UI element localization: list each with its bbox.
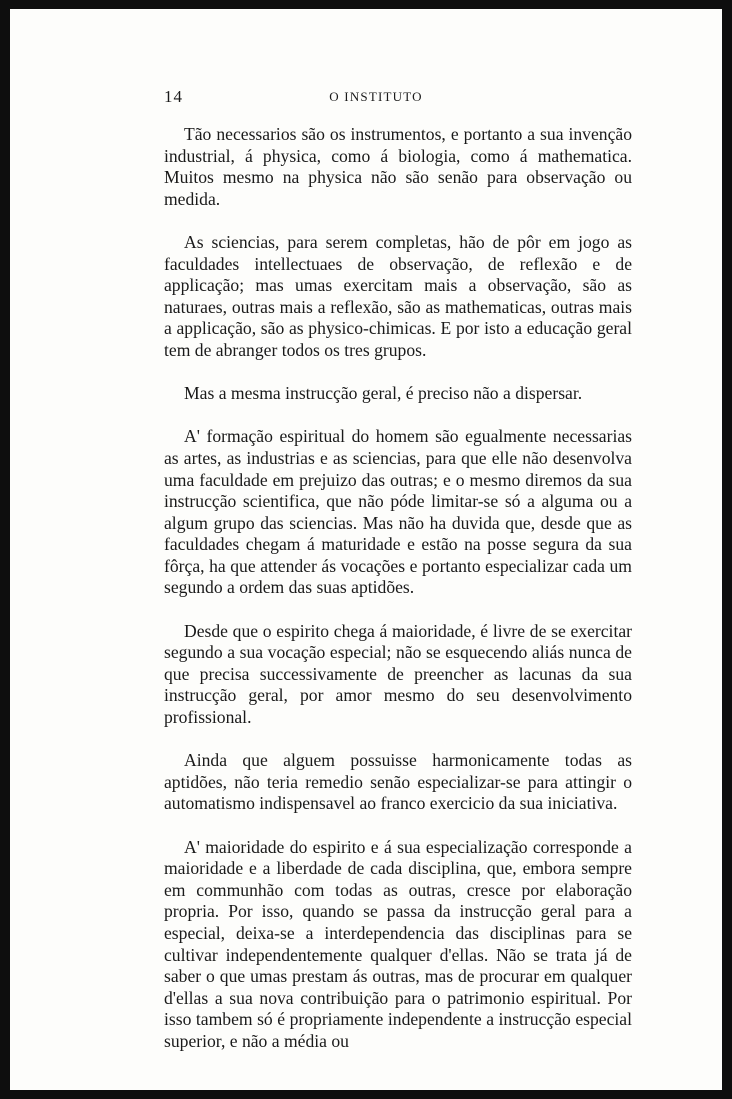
page-number: 14 [164, 87, 183, 106]
paragraph-7: A' maioridade do espirito e á sua especialização corresponde a maioridade e a liberdade de cada disciplina, que, embora sempre em communhão com todas as outras, cresce por elaboração propria. Por isso, quando se passa da instrucção geral para a especial, deixa-se a interdependencia das disciplinas para se cultivar independentemente qualquer d'ellas. Não se trata já de saber o que umas prestam ás outras, mas de procurar em qualquer d'ellas a sua nova contribuição para o patrimonio espiritual. Por isso tambem só é propriamente independente a instrucção especial superior, e não a média ou [164, 836, 632, 1051]
paragraph-3: Mas a mesma instrucção geral, é preciso não a dispersar. [184, 383, 583, 404]
paragraph-6: Ainda que alguem possuisse harmonicamente todas as aptidões, não teria remedio senão especializar-se para attingir o automatismo indispensavel ao franco exercicio da sua iniciativa. [164, 750, 632, 814]
paragraph-1: Tão necessarios são os instrumentos, e portanto a sua invenção industrial, á physica, como á biologia, como á mathematica. Muitos mesmo na physica não são senão para observação ou medida. [164, 124, 632, 209]
body-text [164, 124, 632, 1074]
paragraph-5: Desde que o espirito chega á maioridade, é livre de se exercitar segundo a sua vocação especial; não se esquecendo aliás nunca de que precisa successivamente de preencher as lacunas da sua instrucção geral, por amor mesmo do seu desenvolvimento profissional. [164, 620, 632, 728]
running-title: O INSTITUTO [329, 89, 423, 104]
paragraph-2: As sciencias, para serem completas, hão de pôr em jogo as faculdades intellectuaes de observação, de reflexão e de applicação; mas umas exercitam mais a observação, são as naturaes, outras mais a reflexão, são as mathematicas, outras mais a applicação, são as physico-chimicas. E por isto a educação geral tem de abranger todos os tres grupos. [164, 231, 632, 360]
paragraph-4: A' formação espiritual do homem são egualmente necessarias as artes, as industrias e as sciencias, para que elle não desenvolva uma faculdade em prejuizo das outras; e o mesmo diremos da sua instrucção scientifica, que não póde limitar-se só a alguma ou a algum grupo das sciencias. Mas não ha duvida que, desde que as faculdades chegam á maturidade e estão na posse segura da sua fôrça, ha que attender ás vocações e portanto especializar cada um segundo a ordem das suas aptidões. [164, 426, 632, 598]
